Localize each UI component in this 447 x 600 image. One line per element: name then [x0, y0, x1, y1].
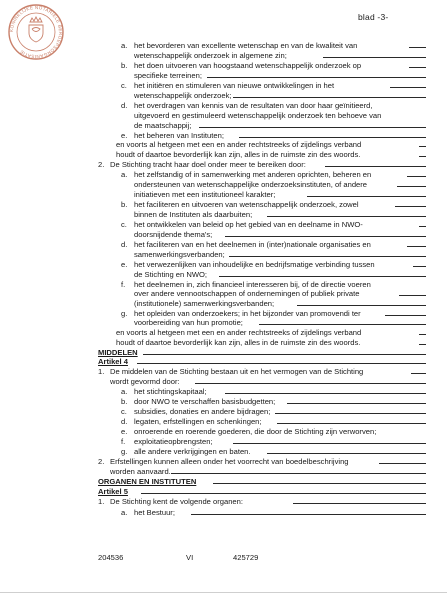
line-text: specifieke terreinen;	[134, 71, 202, 80]
line-text: het doen uitvoeren van hoogstaand wetenschappelijk onderzoek op	[134, 61, 362, 70]
text-line	[0, 467, 447, 477]
fill-line	[325, 166, 426, 167]
line-text: en voorts al hetgeen met een en ander rechtstreeks of zijdelings verband	[116, 140, 362, 149]
text-line	[0, 417, 447, 427]
text-line	[0, 190, 447, 200]
fill-line	[137, 363, 426, 364]
list-marker: a.	[121, 508, 128, 517]
list-marker: c.	[121, 220, 127, 229]
fill-line	[397, 186, 426, 187]
fill-line	[199, 127, 426, 128]
fill-line	[323, 57, 426, 58]
fill-line	[287, 403, 426, 404]
text-line	[0, 318, 447, 328]
fill-line	[141, 493, 426, 494]
text-line	[0, 121, 447, 131]
fill-line	[293, 503, 426, 504]
text-line	[0, 270, 447, 280]
text-line	[0, 447, 447, 457]
line-text: het faciliteren van en het deelnemen in (inter)nationale organisaties en	[134, 240, 371, 249]
fill-line	[407, 176, 426, 177]
fill-line	[213, 483, 426, 484]
line-text: wordt gevormd door:	[110, 377, 180, 386]
fill-line	[259, 324, 426, 325]
fill-line	[395, 206, 426, 207]
line-text: en voorts al hetgeen met een en ander rechtstreeks of zijdelings verband	[116, 328, 362, 337]
list-marker: f.	[121, 437, 126, 446]
text-line	[0, 260, 447, 270]
list-marker: c.	[121, 81, 127, 90]
fill-line	[297, 305, 426, 306]
page-divider	[0, 592, 447, 593]
page-number: blad -3-	[358, 12, 389, 22]
line-text: het beheren van Instituten;	[134, 131, 224, 140]
text-line	[0, 111, 447, 121]
line-text: doorsnijdende thema's;	[134, 230, 213, 239]
line-text: over andere vennootschappen of ondernemingen of publiek private	[134, 289, 360, 298]
section-heading: ORGANEN EN INSTITUTEN	[98, 477, 197, 486]
line-text: voorbereiding van hun promotie;	[134, 318, 243, 327]
fill-line	[233, 97, 426, 98]
fill-line	[277, 423, 426, 424]
line-text: subsidies, donaties en andere bijdragen;	[134, 407, 271, 416]
fill-line	[225, 236, 426, 237]
text-line	[0, 170, 447, 180]
line-text: het opleiden van onderzoekers; in het bijzonder van promovendi ter	[134, 309, 361, 318]
line-text: ondersteunen van wetenschappelijke onderzoeksinstituten, of andere	[134, 180, 368, 189]
line-text: het deelnemen in, zich financieel interesseren bij, of de directie voeren	[134, 280, 371, 289]
text-line	[0, 328, 447, 338]
line-text: het bevorderen van excellente wetenschap en van de kwaliteit van	[134, 41, 358, 50]
text-line	[0, 150, 447, 160]
list-marker: c.	[121, 407, 127, 416]
line-text: samenwerkingsverbanden;	[134, 250, 225, 259]
fill-line	[385, 315, 426, 316]
text-line	[0, 338, 447, 348]
text-line	[0, 377, 447, 387]
text-line	[0, 240, 447, 250]
text-line	[0, 230, 447, 240]
fill-line	[419, 334, 426, 335]
fill-line	[267, 453, 426, 454]
section-heading-line	[0, 477, 447, 487]
list-marker: g.	[121, 447, 128, 456]
line-text: legaten, erfstellingen en schenkingen;	[134, 417, 262, 426]
line-text: het verwezenlijken van inhoudelijke en bedrijfsmatige verbinding tussen	[134, 260, 375, 269]
fill-line	[275, 413, 426, 414]
section-heading-line	[0, 487, 447, 497]
fill-line	[143, 354, 426, 355]
text-line	[0, 497, 447, 507]
section-heading: Artikel 4	[98, 357, 128, 366]
section-heading-line	[0, 357, 447, 367]
fill-line	[419, 226, 426, 227]
fill-line	[239, 137, 426, 138]
fill-line	[411, 373, 426, 374]
line-text: wetenschappelijk onderzoek in algemene zin;	[134, 51, 287, 60]
fill-line	[171, 473, 426, 474]
fill-line	[419, 156, 426, 157]
list-marker: 1.	[98, 367, 105, 376]
section-heading: Artikel 5	[98, 487, 128, 496]
line-text: exploitatieopbrengsten;	[134, 437, 213, 446]
text-line	[0, 101, 447, 111]
fill-line	[399, 295, 426, 296]
line-text: initiatieven met een institutioneel karakter;	[134, 190, 276, 199]
text-line	[0, 508, 447, 518]
text-line	[0, 140, 447, 150]
fill-line	[225, 393, 426, 394]
line-text: de maatschappij;	[134, 121, 192, 130]
fill-line	[233, 443, 426, 444]
fill-line	[267, 216, 426, 217]
line-text: de Stichting en NWO;	[134, 270, 208, 279]
text-line	[0, 437, 447, 447]
line-text: alle andere verkrijgingen en baten.	[134, 447, 251, 456]
list-marker: 2.	[98, 160, 105, 169]
fill-line	[195, 383, 426, 384]
list-marker: b.	[121, 61, 128, 70]
line-text: wetenschappelijk onderzoek;	[134, 91, 232, 100]
deed-number: 204536	[98, 553, 124, 562]
text-line	[0, 299, 447, 309]
deed-code: VI	[186, 553, 194, 562]
line-text: worden aanvaard.	[110, 467, 171, 476]
line-text: het overdragen van kennis van de resultaten van door haar geïnitieerd,	[134, 101, 373, 110]
text-line	[0, 457, 447, 467]
text-line	[0, 41, 447, 51]
line-text: het stichtingskapitaal;	[134, 387, 207, 396]
line-text: het zelfstandig of in samenwerking met anderen oprichten, beheren en	[134, 170, 372, 179]
fill-line	[390, 87, 426, 88]
line-text: uitgevoerd en gestimuleerd wetenschappelijk onderzoek ten behoeve van	[134, 111, 382, 120]
fill-line	[207, 77, 426, 78]
text-line	[0, 367, 447, 377]
text-line	[0, 397, 447, 407]
text-line	[0, 61, 447, 71]
list-marker: e.	[121, 131, 128, 140]
fill-line	[219, 276, 426, 277]
text-line	[0, 91, 447, 101]
line-text: door NWO te verschaffen basisbudgetten;	[134, 397, 276, 406]
fill-line	[191, 514, 426, 515]
list-marker: e.	[121, 427, 128, 436]
line-text: houdt of daartoe bevorderlijk kan zijn, alles in de ruimste zin des woords.	[116, 150, 361, 159]
deed-reference: 425729	[233, 553, 259, 562]
line-text: De Stichting tracht haar doel onder meer te bereiken door:	[110, 160, 306, 169]
text-line	[0, 180, 447, 190]
list-marker: a.	[121, 387, 128, 396]
line-text: het initiëren en stimuleren van nieuwe ontwikkelingen in het	[134, 81, 335, 90]
list-marker: e.	[121, 260, 128, 269]
list-marker: g.	[121, 309, 128, 318]
list-marker: d.	[121, 240, 128, 249]
list-marker: b.	[121, 200, 128, 209]
section-heading: MIDDELEN	[98, 348, 138, 357]
list-marker: d.	[121, 417, 128, 426]
fill-line	[307, 196, 426, 197]
list-marker: 1.	[98, 497, 105, 506]
fill-line	[419, 344, 426, 345]
list-marker: a.	[121, 170, 128, 179]
fill-line	[379, 463, 426, 464]
fill-line	[229, 256, 426, 257]
line-text: (institutionele) samenwerkingsverbanden;	[134, 299, 275, 308]
line-text: Erfstellingen kunnen alleen onder het voorrecht van boedelbeschrijving	[110, 457, 349, 466]
line-text: binnen de Instituten als daarbuiten;	[134, 210, 253, 219]
text-line	[0, 71, 447, 81]
text-line	[0, 51, 447, 61]
line-text: het ontwikkelen van beleid op het gebied van en deelname in NWO-	[134, 220, 363, 229]
fill-line	[409, 67, 426, 68]
text-line	[0, 250, 447, 260]
line-text: houdt of daartoe bevorderlijk kan zijn, alles in de ruimste zin des woords.	[116, 338, 361, 347]
text-line	[0, 427, 447, 437]
text-line	[0, 220, 447, 230]
line-text: De Stichting kent de volgende organen:	[110, 497, 243, 506]
line-text: het faciliteren en uitvoeren van wetenschappelijk onderzoek, zowel	[134, 200, 359, 209]
seal-text: KONINKLIJKE NOTARIËLE BEROEPSORGANISATIE	[8, 4, 64, 60]
text-line	[0, 160, 447, 170]
fill-line	[409, 47, 426, 48]
fill-line	[419, 146, 426, 147]
text-line	[0, 289, 447, 299]
line-text: onroerende en roerende goederen, die door de Stichting zijn verworven;	[134, 427, 377, 436]
list-marker: 2.	[98, 457, 105, 466]
text-line	[0, 210, 447, 220]
list-marker: a.	[121, 41, 128, 50]
fill-line	[407, 246, 426, 247]
text-line	[0, 387, 447, 397]
line-text: het Bestuur;	[134, 508, 175, 517]
text-line	[0, 81, 447, 91]
line-text: De middelen van de Stichting bestaan uit en het vermogen van de Stichting	[110, 367, 364, 376]
fill-line	[413, 266, 426, 267]
list-marker: b.	[121, 397, 128, 406]
text-line	[0, 200, 447, 210]
list-marker: d.	[121, 101, 128, 110]
text-line	[0, 407, 447, 417]
list-marker: f.	[121, 280, 126, 289]
